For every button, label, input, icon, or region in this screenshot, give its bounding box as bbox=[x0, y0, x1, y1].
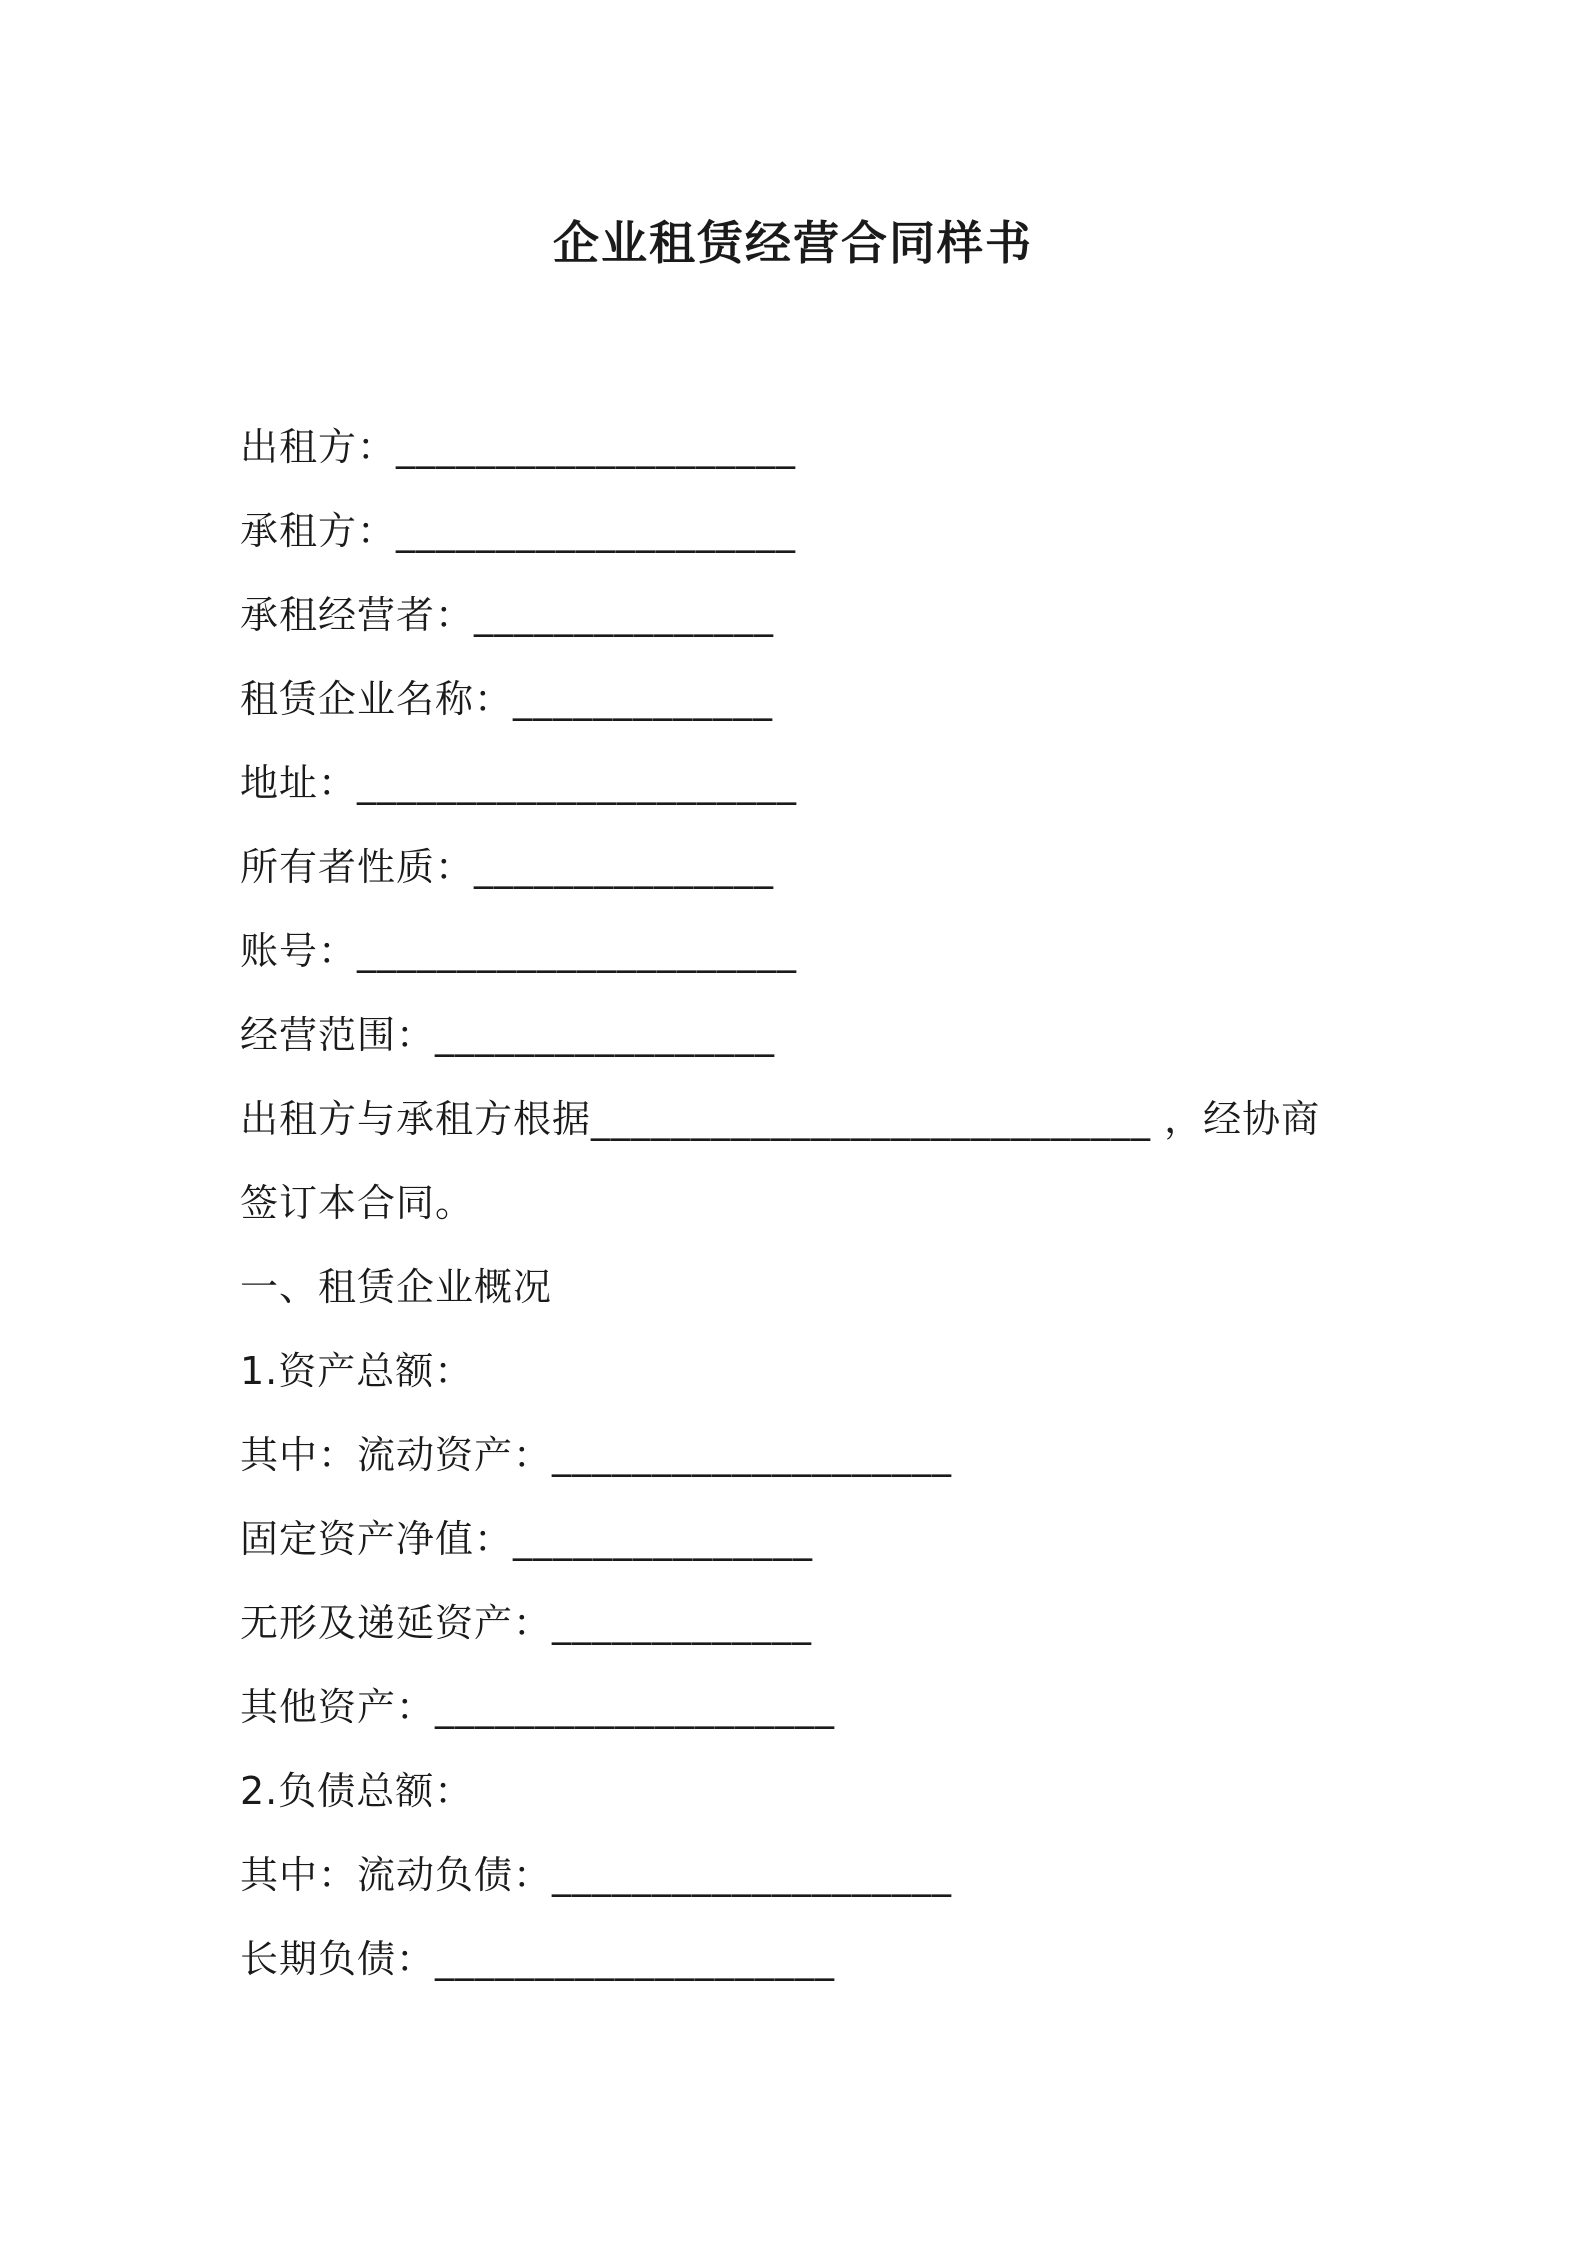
net-fixed-assets-line: 固定资产净值：_______________ bbox=[240, 1517, 814, 1561]
leased-enterprise-name-line: 租赁企业名称：_____________ bbox=[240, 677, 774, 721]
business-scope-line: 经营范围：_________________ bbox=[240, 1013, 776, 1057]
lessor-line: 出租方：____________________ bbox=[240, 425, 797, 469]
agreement-basis-line: 出租方与承租方根据____________________________ ，经协商 bbox=[240, 1097, 1321, 1141]
ownership-nature-line: 所有者性质：_______________ bbox=[240, 845, 775, 889]
other-assets-line: 其他资产：____________________ bbox=[240, 1685, 836, 1729]
account-number-line: 账号：______________________ bbox=[240, 929, 798, 973]
total-assets-heading: 1.资产总额： bbox=[240, 1349, 474, 1393]
section-heading-enterprise-overview: 一、租赁企业概况 bbox=[240, 1265, 553, 1309]
document-title: 企业租赁经营合同样书 bbox=[553, 216, 1033, 270]
lessee-operator-line: 承租经营者：_______________ bbox=[240, 593, 775, 637]
contract-body bbox=[240, 405, 1360, 2001]
long-term-liabilities-line: 长期负债：____________________ bbox=[240, 1937, 836, 1981]
current-assets-line: 其中：流动资产：____________________ bbox=[240, 1433, 953, 1477]
intangible-deferred-assets-line: 无形及递延资产：_____________ bbox=[240, 1601, 813, 1645]
current-liabilities-line: 其中：流动负债：____________________ bbox=[240, 1853, 953, 1897]
address-line: 地址：______________________ bbox=[240, 761, 798, 805]
lessee-line: 承租方：____________________ bbox=[240, 509, 797, 553]
agreement-basis-continued: 签订本合同。 bbox=[240, 1181, 475, 1225]
total-liabilities-heading: 2.负债总额： bbox=[240, 1769, 474, 1813]
